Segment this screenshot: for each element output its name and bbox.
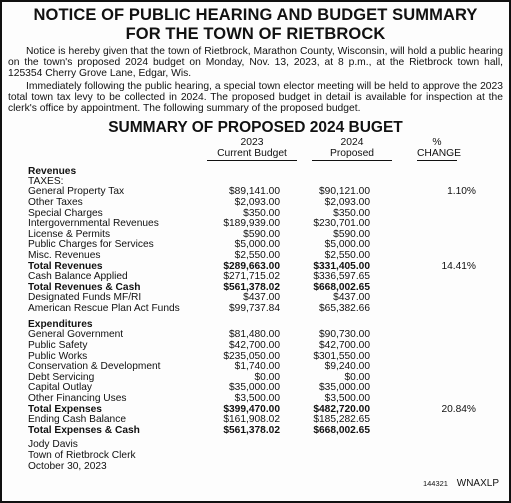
- expenditure-row: [2, 426, 509, 437]
- ad-publication-code: WNAXLP: [456, 478, 499, 489]
- row-label: Intergovernmental Revenues: [28, 218, 159, 230]
- current-budget-value: $271,715.02: [223, 271, 280, 283]
- current-budget-value: $437.00: [243, 292, 280, 304]
- current-budget-value: $289,663.00: [223, 260, 280, 272]
- current-budget-value: $235,050.00: [223, 350, 280, 362]
- notice-date: October 30, 2023: [28, 461, 107, 473]
- col-current-label: Current Budget: [207, 148, 297, 161]
- current-budget-value: $35,000.00: [229, 382, 280, 394]
- row-label: Designated Funds MF/RI: [28, 292, 142, 304]
- proposed-value: $668,002.65: [313, 281, 370, 293]
- row-label: Ending Cash Balance: [28, 414, 126, 426]
- notice-title-line2: FOR THE TOWN OF RIETBROCK: [125, 25, 386, 43]
- proposed-value: $301,550.00: [313, 350, 370, 362]
- proposed-value: $668,002.65: [313, 424, 370, 436]
- row-label: Other Taxes: [28, 196, 83, 208]
- current-budget-value: $161,908.02: [223, 414, 280, 426]
- proposed-value: $5,000.00: [324, 239, 370, 251]
- proposed-value: $230,701.00: [313, 218, 370, 230]
- ad-code: [423, 478, 499, 489]
- current-budget-value: $399,470.00: [223, 403, 280, 415]
- col-current-header: [207, 137, 297, 161]
- proposed-value: $350.00: [333, 207, 370, 219]
- proposed-value: $185,282.65: [313, 414, 370, 426]
- revenue-row: [2, 251, 509, 262]
- proposed-value: $65,382.66: [319, 302, 370, 314]
- proposed-value: $0.00: [344, 371, 370, 383]
- col-proposed-year: 2024: [340, 136, 364, 148]
- col-proposed-header: [312, 137, 392, 161]
- proposed-value: $3,500.00: [324, 393, 370, 405]
- row-label: Conservation & Development: [28, 361, 161, 373]
- current-budget-value: $1,740.00: [234, 361, 280, 373]
- proposed-value: $331,405.00: [313, 260, 370, 272]
- expenditure-rows: [2, 330, 509, 436]
- current-budget-value: $561,378.02: [223, 424, 280, 436]
- col-current-year: 2023: [240, 136, 264, 148]
- col-change-header: [417, 136, 462, 161]
- current-budget-value: $590.00: [243, 228, 280, 240]
- row-label: Special Charges: [28, 207, 103, 219]
- column-headers: [2, 137, 509, 161]
- current-budget-value: $561,378.02: [223, 281, 280, 293]
- clerk-title: Town of Rietbrock Clerk: [28, 450, 136, 462]
- ad-number: 144321: [422, 479, 448, 488]
- summary-title: SUMMARY OF PROPOSED 2024 BUGET: [108, 118, 403, 136]
- expenditures-heading: Expenditures: [28, 319, 93, 331]
- budget-table: [2, 166, 509, 437]
- notice-paragraph-2: Immediately following the public hearing, a special town elector meeting will be held to approve the 2023 total town tax levy to be collected in 2024. The proposed budget in detail is available for inspection at the clerk's office by appointment. The following summary of the proposed budget.: [8, 81, 503, 115]
- row-label: Debt Servicing: [28, 371, 95, 383]
- row-label: General Property Tax: [28, 186, 125, 198]
- current-budget-value: $2,093.00: [234, 196, 280, 208]
- row-label: American Rescue Plan Act Funds: [28, 302, 180, 314]
- notice-paragraph-1: Notice is hereby given that the town of Rietbrock, Marathon County, Wisconsin, will hold a public hearing on the town's proposed 2024 budget on Monday, Nov. 13, 2023, at 8 p.m., at the Rietbrock town hall, 125354 Cherry Grove Lane, Edgar, Wis.: [8, 46, 503, 80]
- current-budget-value: $89,141.00: [229, 186, 280, 198]
- percent-change-value: 1.10%: [447, 186, 476, 198]
- proposed-value: $336,597.65: [313, 271, 370, 283]
- current-budget-value: $99,737.84: [229, 302, 280, 314]
- col-change-label: CHANGE: [417, 148, 462, 160]
- proposed-value: $2,093.00: [324, 196, 370, 208]
- current-budget-value: $81,480.00: [229, 329, 280, 341]
- row-label: Other Financing Uses: [28, 393, 127, 405]
- revenue-rows: [2, 187, 509, 314]
- row-label: Public Charges for Services: [28, 239, 154, 251]
- current-budget-value: $0.00: [254, 371, 280, 383]
- notice-title: [2, 6, 509, 44]
- signature-block: [2, 439, 509, 472]
- row-label: Total Expenses: [28, 403, 102, 415]
- row-label: Capital Outlay: [28, 382, 92, 394]
- notice-title-line1: NOTICE OF PUBLIC HEARING AND BUDGET SUMMARY: [33, 6, 478, 24]
- percent-change-value: 14.41%: [441, 260, 476, 272]
- row-label: Public Works: [28, 350, 88, 362]
- current-budget-value: $42,700.00: [229, 340, 280, 352]
- proposed-value: $2,550.00: [324, 249, 370, 261]
- proposed-value: $35,000.00: [319, 382, 370, 394]
- proposed-value: $9,240.00: [324, 361, 370, 373]
- revenue-row: [2, 198, 509, 209]
- proposed-value: $90,121.00: [319, 186, 370, 198]
- row-label: Total Revenues & Cash: [28, 281, 141, 293]
- row-label: License & Permits: [28, 228, 111, 240]
- proposed-value: $42,700.00: [319, 340, 370, 352]
- revenue-row: [2, 304, 509, 315]
- taxes-subheading: TAXES:: [28, 175, 64, 187]
- proposed-value: $590.00: [333, 228, 370, 240]
- clerk-name: Jody Davis: [28, 439, 78, 451]
- row-label: Misc. Revenues: [28, 249, 101, 261]
- current-budget-value: $5,000.00: [234, 239, 280, 251]
- current-budget-value: $3,500.00: [234, 393, 280, 405]
- proposed-value: $482,720.00: [313, 403, 370, 415]
- col-change-symbol: %: [432, 136, 442, 148]
- row-label: General Government: [28, 329, 124, 341]
- row-label: Total Revenues: [28, 260, 103, 272]
- row-label: Public Safety: [28, 340, 88, 352]
- current-budget-value: $189,939.00: [223, 218, 280, 230]
- percent-change-value: 20.84%: [441, 403, 476, 415]
- proposed-value: $437.00: [333, 292, 370, 304]
- row-label: Cash Balance Applied: [28, 271, 128, 283]
- current-budget-value: $2,550.00: [234, 249, 280, 261]
- col-proposed-label: Proposed: [312, 148, 392, 161]
- revenues-heading: Revenues: [28, 165, 77, 177]
- current-budget-value: $350.00: [243, 207, 280, 219]
- row-label: Total Expenses & Cash: [28, 424, 140, 436]
- proposed-value: $90,730.00: [319, 329, 370, 341]
